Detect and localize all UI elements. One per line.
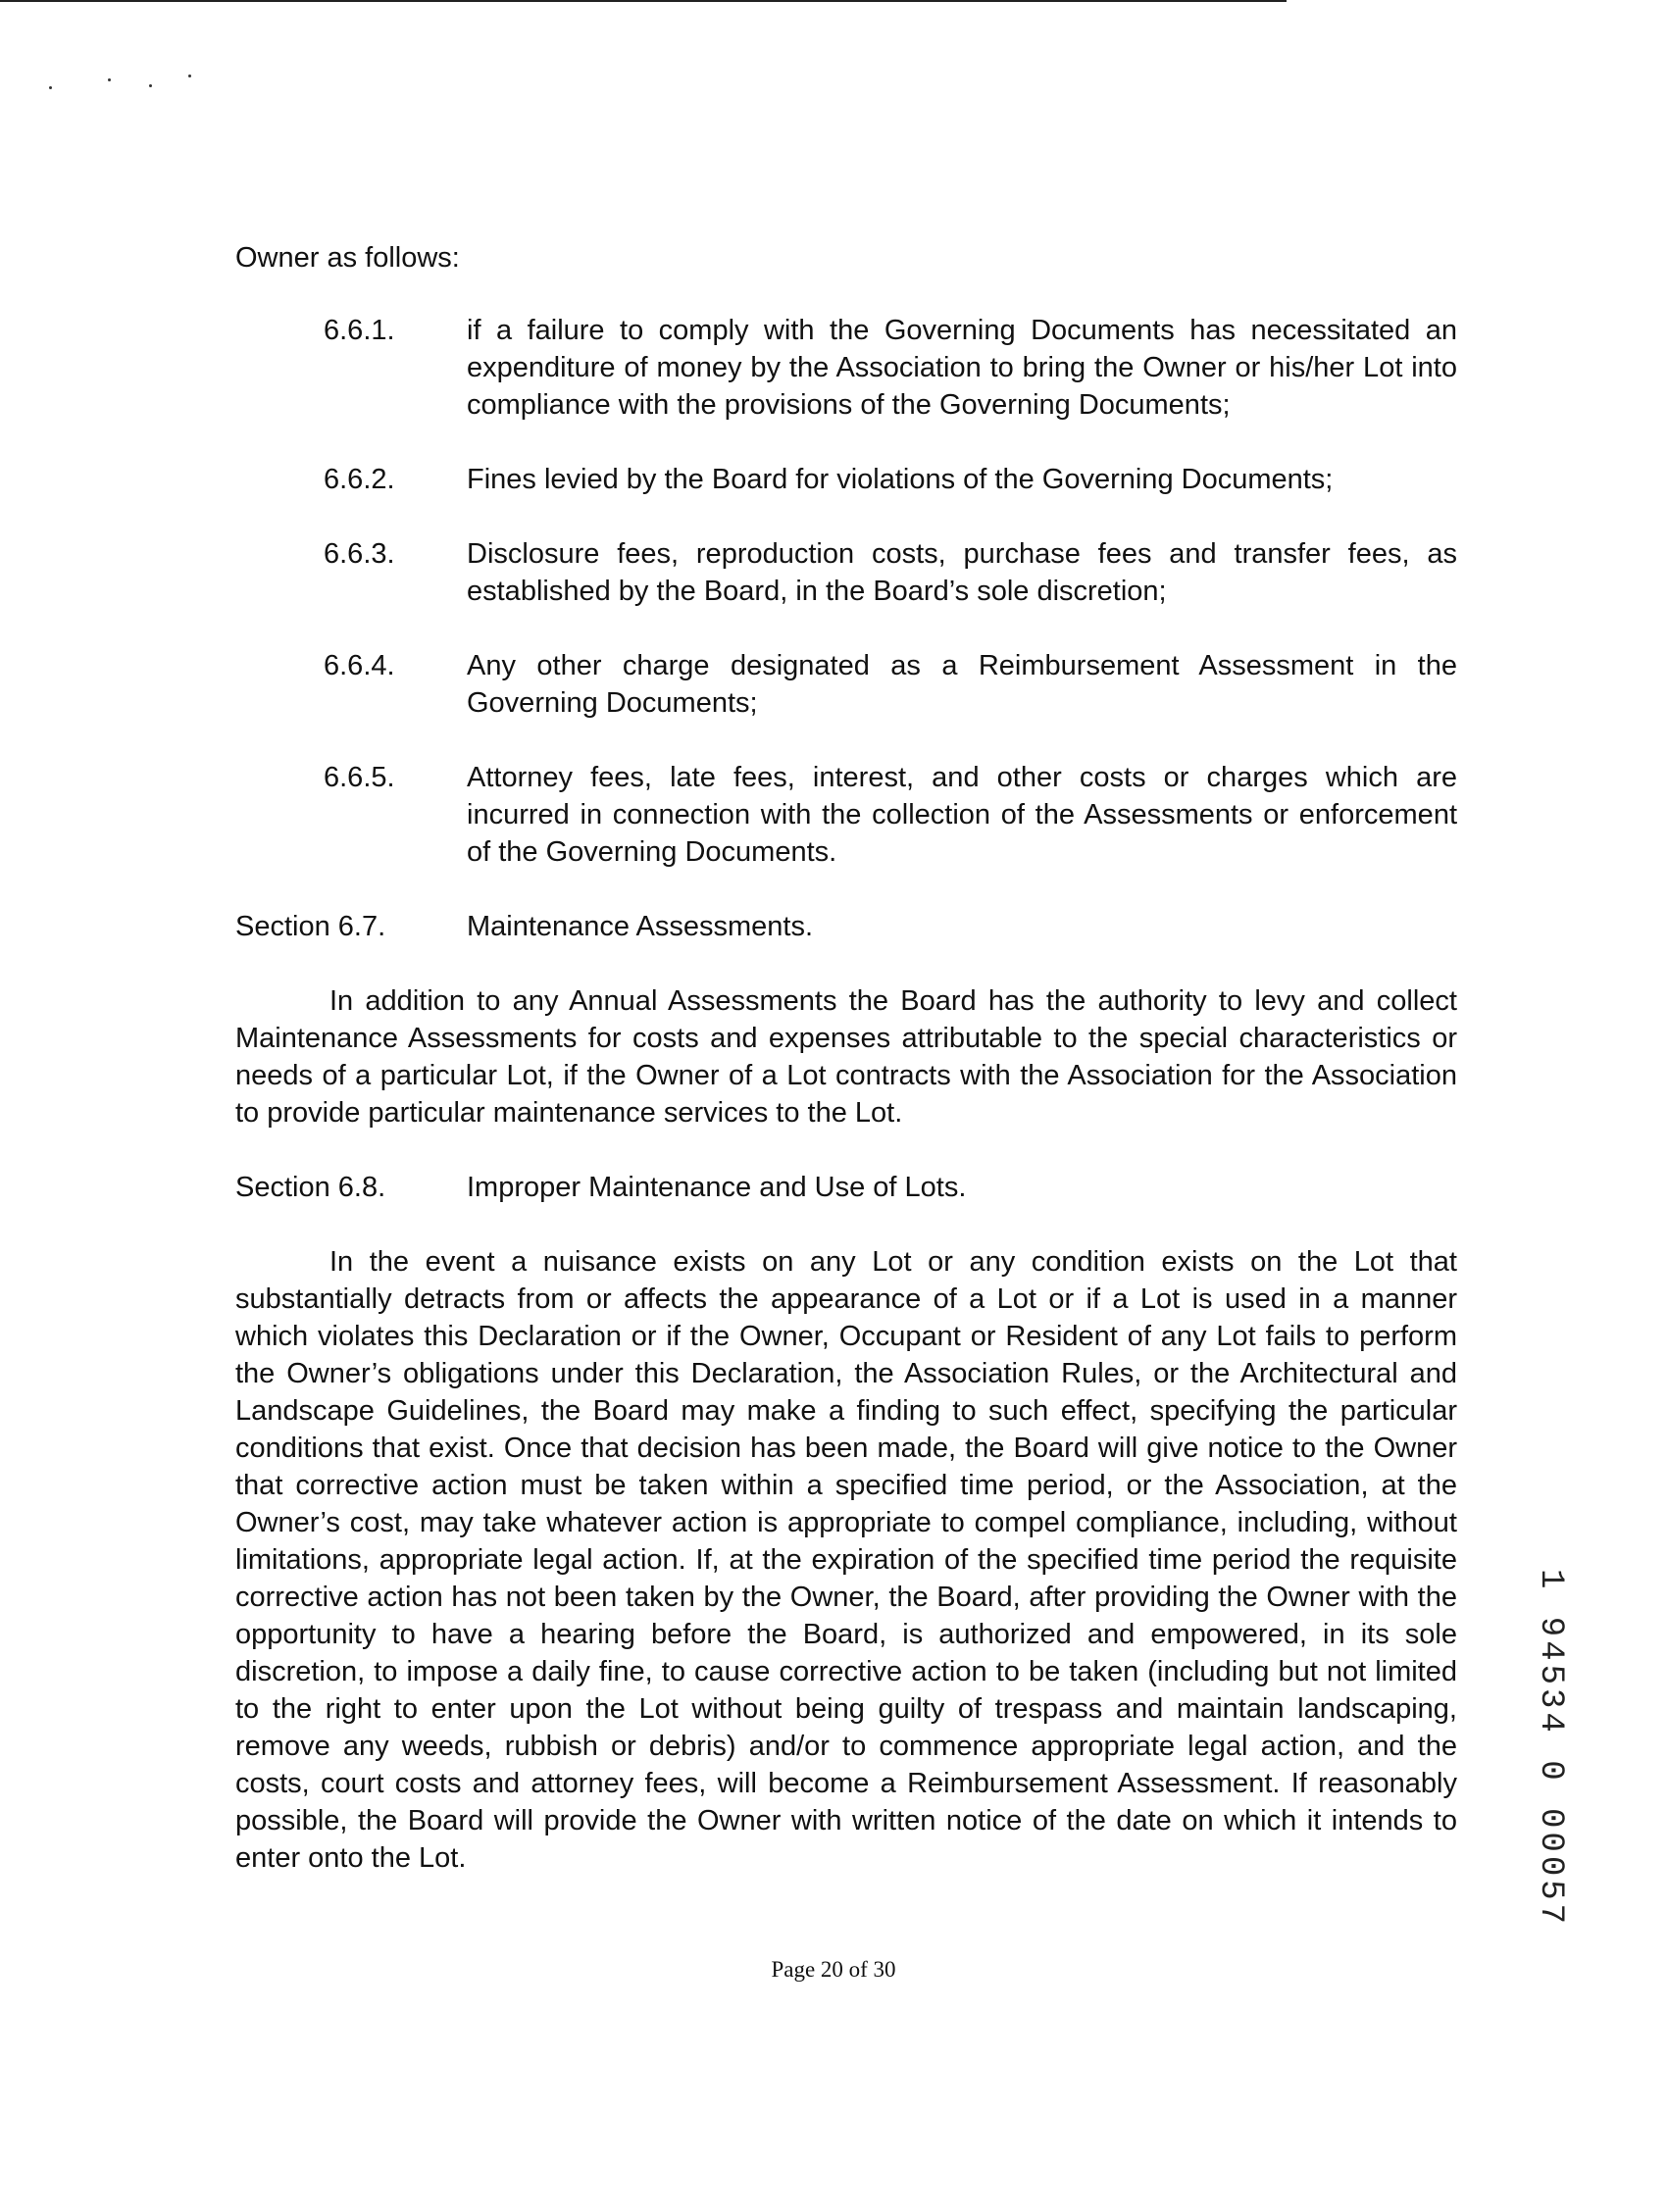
list-item-text: Attorney fees, late fees, interest, and other costs or charges which are incurred in connection with the collection of the Assessments or enforcement of the Governing Documents. xyxy=(467,762,1457,868)
side-document-stamp: 1 94534 0 00057 xyxy=(1532,1569,1569,1929)
scan-speck xyxy=(149,84,152,87)
list-item-number: 6.6.1. xyxy=(324,315,395,346)
document-page xyxy=(235,239,1457,1914)
section-heading-6-7 xyxy=(235,908,1457,945)
list-item-text: Disclosure fees, reproduction costs, purchase fees and transfer fees, as established by the Board, in the Board’s sole discretion; xyxy=(467,538,1457,607)
list-item-text: Fines levied by the Board for violations of the Governing Documents; xyxy=(467,464,1334,495)
page-number-footer: Page 20 of 30 xyxy=(771,1957,896,1982)
list-item-number: 6.6.4. xyxy=(324,650,395,681)
list-item-number: 6.6.5. xyxy=(324,762,395,793)
section-heading-6-8 xyxy=(235,1169,1457,1206)
section-body-6-7: In addition to any Annual Assessments the Board has the authority to levy and collect Maintenance Assessments for costs and expenses attributable to the special characteristics or needs of a particular Lot, if the Owner of a Lot contracts with the Association for the Association to provide particular maintenance services to the Lot. xyxy=(235,985,1457,1129)
lead-text: Owner as follows: xyxy=(235,242,460,274)
list-item xyxy=(324,312,1457,424)
list-item xyxy=(324,759,1457,871)
list-item xyxy=(324,647,1457,722)
list-item-text: if a failure to comply with the Governing Documents has necessitated an expenditure of money by the Association to bring the Owner or his/her Lot into compliance with the provisions of the Governing Documents; xyxy=(467,315,1457,421)
scan-speck xyxy=(108,78,111,81)
list-item-number: 6.6.2. xyxy=(324,464,395,495)
list-item xyxy=(324,461,1457,498)
list-item xyxy=(324,535,1457,610)
section-title: Improper Maintenance and Use of Lots. xyxy=(467,1172,967,1203)
section-number: Section 6.8. xyxy=(235,1172,386,1203)
list-item-text: Any other charge designated as a Reimbursement Assessment in the Governing Documents; xyxy=(467,650,1457,719)
section-title: Maintenance Assessments. xyxy=(467,911,814,942)
scan-speck xyxy=(49,86,52,89)
section-number: Section 6.7. xyxy=(235,911,386,942)
list-item-number: 6.6.3. xyxy=(324,538,395,570)
section-body-6-8: In the event a nuisance exists on any Lot or any condition exists on the Lot that substantially detracts from or affects the appearance of a Lot or if a Lot is used in a manner which violates this Declaration or if the Owner, Occupant or Resident of any Lot fails to perform the Owner’s obligations under this Declaration, the Association Rules, or the Architectural and Landscape Guidelines, the Board may make a finding to such effect, specifying the particular conditions that exist. Once that decision has been made, the Board will give notice to the Owner that corrective action must be taken within a specified time period, or the Association, at the Owner’s cost, may take whatever action is appropriate to compel compliance, including, without limitations, appropriate legal action. If, at the expiration of the specified time period the requisite corrective action has not been taken by the Owner, the Board, after providing the Owner with the opportunity to have a hearing before the Board, is authorized and empowered, in its sole discretion, to impose a daily fine, to cause corrective action to be taken (including but not limited to the right to enter upon the Lot without being guilty of trespass and maintain landscaping, remove any weeds, rubbish or debris) and/or to commence appropriate legal action, and the costs, court costs and attorney fees, will become a Reimbursement Assessment. If reasonably possible, the Board will provide the Owner with written notice of the date on which it intends to enter onto the Lot. xyxy=(235,1246,1457,1874)
top-scan-border xyxy=(0,0,1287,2)
scan-speck xyxy=(188,75,191,77)
